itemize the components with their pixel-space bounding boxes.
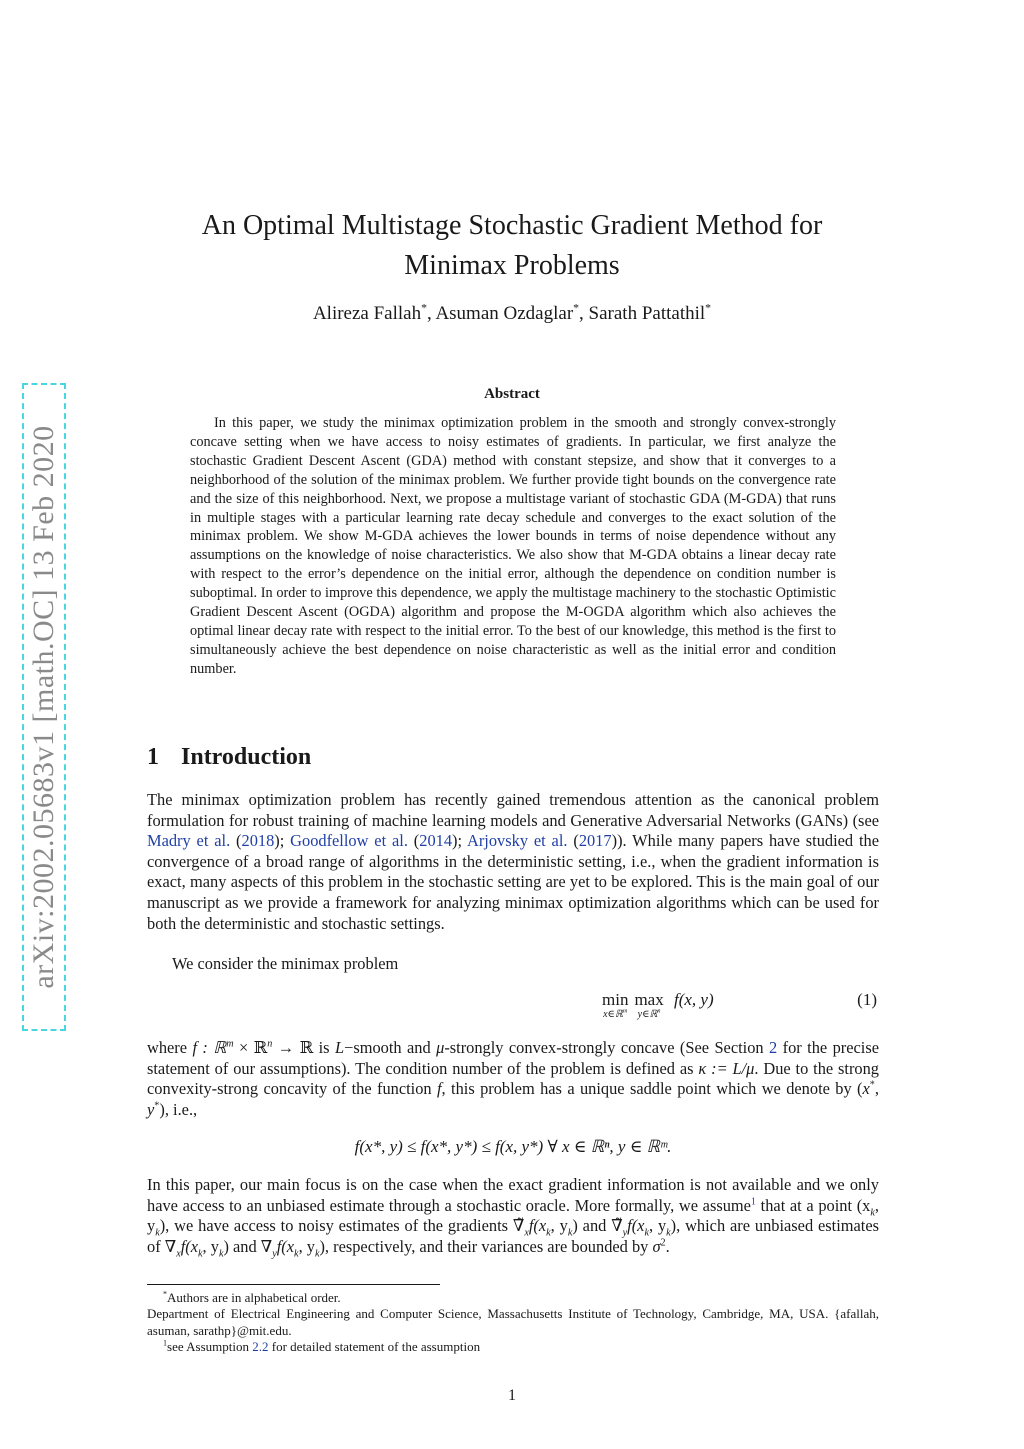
author-1: Alireza Fallah — [312, 303, 422, 324]
text-run: for the precise statement of our assumptions). The condition number of the problem is defined as — [147, 1038, 879, 1078]
author-mark: * — [573, 301, 580, 315]
math-run: κ := L/μ — [698, 1058, 755, 1078]
math-run: k — [870, 1206, 875, 1218]
text-run: , y — [298, 1236, 315, 1256]
intro-paragraph-1: The minimax optimization problem has recently gained tremendous attention as the canonical problem formulation for robust training of machine learning models and Generative Adversarial Networks (GANs) (see Madry et al. (2018); Goodfellow et al. (2014); Arjovsky et al. (2017)). While many papers have studied the convergence of a broad range of algorithms in the deterministic setting, i.e., when the gradient information is exact, many aspects of this problem in the stochastic setting are yet to be explored. This is the main goal of our manuscript as we provide a framework for analyzing minimax optimization algorithms which can be used for both the deterministic and stochastic settings. — [147, 790, 880, 933]
footnote-mark: * — [163, 1289, 168, 1299]
math-run: y — [622, 1227, 628, 1239]
intro-paragraph-2: We consider the minimax problem — [172, 954, 399, 973]
text-run: ), which are unbiased estimates of — [147, 1216, 880, 1256]
min-operator — [602, 990, 628, 1020]
author-mark: * — [421, 301, 427, 315]
math-run: k — [567, 1227, 573, 1239]
text-run: ) and — [223, 1236, 261, 1256]
math-run: × ℝ — [233, 1038, 268, 1057]
max-subscript: y∈ℝ — [637, 1009, 658, 1020]
section-title: Introduction — [181, 744, 312, 770]
objective-expression: f(x, y) — [674, 990, 714, 1009]
footnote-authors — [163, 1290, 895, 1307]
math-run: n — [267, 1038, 273, 1050]
math-run: x — [862, 1079, 870, 1099]
intro-paragraph-4 — [147, 1175, 880, 1260]
math-run: f — [436, 1079, 442, 1099]
math-run: σ — [652, 1236, 661, 1256]
assumption-ref[interactable]: 2.2 — [252, 1339, 269, 1354]
text-run: , y — [147, 1195, 879, 1236]
math-run: f(x — [180, 1236, 199, 1256]
math-run: * — [154, 1100, 160, 1112]
text-run: , y — [550, 1216, 568, 1236]
text-run: ), we have access to noisy estimates of the gradients — [159, 1216, 513, 1236]
footnote-divider — [147, 1284, 440, 1285]
author-sep: , — [426, 303, 436, 324]
citation-goodfellow[interactable]: Goodfellow et al. — [290, 831, 408, 851]
text-run: where — [147, 1038, 193, 1057]
author-3: Sarath Pattathil — [588, 303, 706, 324]
citation-arjovsky[interactable]: Arjovsky et al. — [467, 831, 568, 851]
citation-arjovsky-year[interactable]: 2017 — [578, 831, 612, 851]
math-run: k — [644, 1227, 649, 1239]
minmax-operator — [602, 990, 670, 1020]
arxiv-stamp — [22, 383, 66, 1031]
math-run: * — [869, 1079, 875, 1091]
min-subscript: x∈ℝ — [603, 1009, 623, 1020]
math-run: ∇̃ — [611, 1216, 623, 1236]
text-run: . Due to the strong convexity-strong concavity of the function — [147, 1058, 880, 1099]
math-run: x — [176, 1248, 181, 1260]
text-run: is — [313, 1038, 335, 1057]
arxiv-id: arXiv:2002.05683v1 [math.OC] 13 Feb 2020 — [27, 425, 60, 989]
footnote-1 — [163, 1339, 895, 1356]
math-run: ∇ — [164, 1236, 177, 1256]
math-run: k — [218, 1248, 224, 1260]
math-run: ∇ — [260, 1236, 273, 1256]
math-run: y — [147, 1099, 155, 1119]
citation-goodfellow-year[interactable]: 2014 — [419, 831, 453, 851]
min-label: min — [602, 990, 629, 1009]
footnote-text: for detailed statement of the assumption — [268, 1339, 481, 1354]
section-heading — [147, 744, 311, 771]
math-run: k — [666, 1227, 671, 1239]
min-superscript: m — [622, 1007, 628, 1015]
title-line-2: Minimax Problems — [404, 250, 620, 281]
math-run: f : ℝ — [192, 1038, 227, 1057]
abstract-body: In this paper, we study the minimax optimization problem in the smooth and strongly convex-strongly concave setting when we have access to noisy estimates of gradients. In particular, we first analyze the stochastic Gradient Descent Ascent (GDA) method with constant stepsize, and show that it converges to a neighborhood of the solution of the minimax problem. We further provide tight bounds on the convergence rate and the size of this neighborhood. Next, we propose a multistage variant of stochastic GDA (M-GDA) that runs in multiple stages with a particular learning rate decay schedule and converges to the exact solution of the minimax problem. We show M-GDA achieves the lower bounds in terms of noise dependence without any assumptions on the knowledge of noise characteristics. We also show that M-GDA obtains a linear decay rate with respect to the error’s dependence on the initial error, although the dependence on condition number is suboptimal. In order to improve this dependence, we apply the multistage machinery to the stochastic Optimistic Gradient Descent Ascent (OGDA) algorithm and propose the M-OGDA algorithm which also achieves the optimal linear decay rate with respect to the initial error. To the best of our knowledge, this method is the first to simultaneously achieve the best dependence on noise characteristic as well as the initial error and condition number. — [190, 415, 836, 677]
equation-tag: (1) — [857, 990, 877, 1009]
text-run: The minimax optimization problem has recently gained tremendous attention as the canonical problem formulation for robust training of machine learning models and Generative Adversarial Networks (GANs) (see — [147, 790, 879, 830]
author-mark: * — [705, 301, 712, 315]
paper-title — [150, 206, 874, 286]
math-run: L — [334, 1038, 345, 1057]
max-label: max — [634, 990, 664, 1009]
section-number: 1 — [147, 744, 159, 770]
text-run: ) and — [572, 1216, 612, 1236]
math-run: f(x — [627, 1216, 645, 1236]
citation-madry[interactable]: Madry et al. — [147, 831, 231, 851]
page-number: 1 — [508, 1387, 516, 1404]
text-run: ), respectively, and their variances are bounded by — [319, 1236, 653, 1256]
math-run: k — [546, 1227, 551, 1239]
text-run: ). While many papers have studied the convergence of a broad range of algorithms in the deterministic setting, i.e., when the gradient information is exact, many aspects of this problem in the stochastic setting are yet to be explored. This is the main goal of our manuscript as we provide a framework for analyzing minimax optimization algorithms which can be used for both the deterministic and stochastic settings. — [147, 831, 880, 933]
math-run: m — [226, 1038, 234, 1050]
math-run: f(x — [528, 1216, 547, 1236]
text-run: , y — [648, 1216, 667, 1236]
section-ref[interactable]: 2 — [769, 1038, 778, 1057]
max-operator — [634, 990, 663, 1020]
text-run: ), i.e., — [159, 1099, 198, 1119]
math-run: k — [198, 1248, 203, 1260]
text-run: , — [874, 1079, 879, 1099]
footnote-affiliation: Department of Electrical Engineering and Computer Science, Massachusetts Institute of Technology, Cambridge, MA, USA. {afallah, asuman, sarathp}@mit.edu. — [147, 1306, 879, 1338]
author-sep: , — [579, 303, 589, 324]
math-run: → ℝ — [272, 1038, 314, 1057]
equation-1 — [147, 990, 879, 1026]
authors — [150, 303, 874, 325]
math-run: 2 — [660, 1237, 666, 1249]
footnote-text: see Assumption — [167, 1339, 253, 1354]
text-run: , y — [202, 1236, 219, 1256]
math-run: ∇̃ — [512, 1216, 525, 1236]
footnote-ref-1[interactable]: 1 — [750, 1196, 756, 1208]
intro-paragraph-3 — [147, 1038, 879, 1120]
math-run: k — [294, 1248, 299, 1260]
equation-saddle-point: f(x*, y) ≤ f(x*, y*) ≤ f(x, y*) ∀ x ∈ ℝⁿ, y ∈ ℝᵐ. — [354, 1137, 672, 1156]
abstract-heading: Abstract — [484, 386, 540, 402]
footnote-text: Authors are in alphabetical order. — [167, 1290, 341, 1305]
math-run: μ — [436, 1038, 445, 1057]
math-run: k — [155, 1227, 160, 1239]
text-run: that at a point (x — [756, 1195, 871, 1215]
math-run: k — [314, 1248, 320, 1260]
title-line-1: An Optimal Multistage Stochastic Gradient Method for — [201, 210, 823, 241]
math-run: y — [272, 1248, 277, 1260]
text-run: −smooth and — [344, 1038, 437, 1057]
text-run: . — [665, 1236, 670, 1256]
math-run: x — [524, 1227, 529, 1239]
footnote-mark: 1 — [163, 1338, 168, 1348]
text-run: -strongly convex-strongly concave (See Section — [444, 1038, 770, 1057]
citation-madry-year[interactable]: 2018 — [241, 831, 275, 851]
math-run: f(x — [276, 1236, 295, 1256]
max-superscript: n — [657, 1007, 661, 1015]
author-2: Asuman Ozdaglar — [435, 303, 574, 324]
text-run: In this paper, our main focus is on the case when the exact gradient information is not available and we only have access to an unbiased estimate through a stochastic oracle. More formally, we assume — [147, 1175, 879, 1215]
text-run: , this problem has a unique saddle point which we denote by ( — [441, 1079, 863, 1099]
